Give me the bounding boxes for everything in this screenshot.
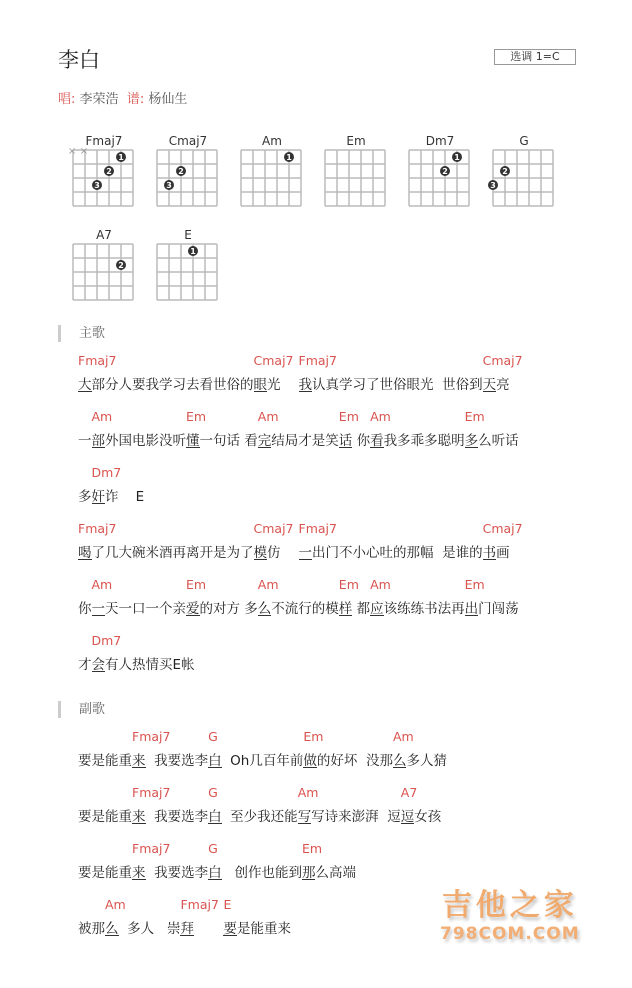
chord-name: Em (346, 134, 366, 148)
section-header: 主歌 (58, 325, 105, 342)
chord-label[interactable]: Fmaj7 (132, 729, 171, 744)
chord-label[interactable]: Dm7 (91, 465, 122, 480)
lyric-text: 懂一句话 看 (186, 433, 258, 449)
chord-grid (320, 148, 392, 212)
singer-label: 唱: (58, 92, 76, 107)
finger-number: 1 (118, 153, 124, 162)
chord-label[interactable]: Em (464, 409, 485, 424)
lyric-text: 么多人猜 (392, 753, 447, 769)
chord-name: A7 (96, 228, 112, 242)
lyric-segment (132, 785, 209, 825)
lyric-segment (338, 577, 371, 617)
lyric-segment (91, 633, 195, 673)
lyric-segment (78, 861, 132, 881)
lyric-text: 要是能重 (78, 753, 132, 769)
lyric-segment (257, 409, 339, 449)
lyric-line (78, 577, 519, 617)
chord-label[interactable]: A7 (400, 785, 418, 800)
finger-number: 3 (490, 181, 496, 190)
chord-grid (68, 148, 140, 212)
chord-name: E (184, 228, 192, 242)
lyric-line (78, 409, 519, 449)
chord-grid (152, 242, 224, 306)
lyric-segment (91, 577, 187, 617)
lyric-segment (91, 465, 145, 505)
lyric-segment (208, 841, 302, 881)
chord-label[interactable]: Am (370, 409, 391, 424)
finger-number: 2 (178, 167, 184, 176)
lyric-text: 你 (78, 601, 92, 617)
singer-name[interactable]: 李荣浩 (79, 92, 119, 107)
song-title: 李白 (58, 48, 100, 72)
lyric-segment (482, 353, 528, 393)
lyric-segment (208, 785, 298, 825)
lyric-text: 白 Oh几百年前 (208, 753, 304, 769)
lyric-segment (78, 749, 132, 769)
lyric-text: 奸诈 E (91, 489, 145, 505)
lyric-text: 来 我要选李 (132, 865, 209, 881)
chord-label[interactable]: G (208, 785, 218, 800)
lyric-line (78, 521, 528, 561)
lyric-segment (370, 577, 465, 617)
finger-number: 2 (118, 261, 124, 270)
lyric-text: 模仿 (253, 545, 285, 561)
lyric-segment (105, 897, 181, 937)
key-select-button[interactable]: 选调 1=C (494, 49, 576, 65)
lyric-segment (257, 577, 339, 617)
lyric-text: 那么高端 (301, 865, 356, 881)
chord-label[interactable]: Fmaj7 (78, 521, 117, 536)
lyric-text: 部外国电影没听 (91, 433, 186, 449)
chord-name: G (519, 134, 529, 148)
lyric-text: 话 你 (338, 433, 371, 449)
lyric-text: 我认真学习了世俗眼光 世俗到 (298, 377, 483, 393)
finger-number: 2 (442, 167, 448, 176)
lyric-segment (392, 729, 447, 769)
lyric-text: 写写诗来澎湃 逗 (297, 809, 401, 825)
lyric-line (78, 897, 291, 937)
lyric-segment (132, 729, 209, 769)
lyric-segment (223, 897, 291, 937)
finger-number: 1 (454, 153, 460, 162)
chord-label[interactable]: Em (338, 409, 359, 424)
lyric-text: 应该练练书法再 (370, 601, 465, 617)
lyric-line (78, 465, 145, 505)
muted-string-icon: × (68, 148, 77, 157)
lyric-line (78, 353, 528, 393)
chord-label[interactable]: Cmaj7 (253, 521, 294, 536)
chord-label[interactable]: Cmaj7 (482, 353, 523, 368)
lyric-text: 看我多乖多聪明 (370, 433, 465, 449)
lyric-text: 一出门不小心吐的那幅 是谁的 (298, 545, 483, 561)
lyric-line (78, 729, 447, 769)
lyric-text: 拜 (180, 921, 212, 937)
lyric-text: 一 (78, 433, 92, 449)
chord-label[interactable]: Em (464, 577, 485, 592)
chord-label[interactable]: G (208, 841, 218, 856)
finger-number: 2 (502, 167, 508, 176)
lyric-segment (298, 521, 483, 561)
chord-grid (404, 148, 476, 212)
chord-label[interactable]: Am (91, 409, 113, 424)
lyric-text: 多 (78, 489, 92, 505)
chord-label[interactable]: Em (186, 409, 207, 424)
lyric-text: 出门闯荡 (464, 601, 519, 617)
chord-label[interactable]: Fmaj7 (180, 897, 219, 912)
chord-label[interactable]: Am (91, 577, 113, 592)
lyric-text: 被那 (78, 921, 105, 937)
lyric-segment (464, 409, 519, 449)
lyric-segment (370, 409, 465, 449)
lyric-segment (297, 785, 401, 825)
lyric-text: 白 创作也能到 (208, 865, 302, 881)
lyric-segment (338, 409, 371, 449)
lyric-text: 样 都 (338, 601, 371, 617)
lyric-text: 做的好坏 没那 (303, 753, 393, 769)
lyric-segment (482, 521, 528, 561)
lyric-text: 要是能重 (78, 809, 132, 825)
lyric-text: 多么听话 (464, 433, 519, 449)
lyric-segment (253, 521, 299, 561)
lyric-segment (78, 485, 92, 505)
lyric-line (78, 841, 356, 881)
chord-label[interactable]: G (208, 729, 218, 744)
chord-label[interactable]: Dm7 (91, 633, 122, 648)
lyric-text: 书画 (482, 545, 510, 561)
lyric-text: 么 多人 崇 (105, 921, 181, 937)
chord-label[interactable]: Fmaj7 (132, 841, 171, 856)
lyric-segment (78, 597, 92, 617)
lyric-text: 才 (78, 657, 92, 673)
lyric-text: 白 至少我还能 (208, 809, 298, 825)
chord-label[interactable]: Am (392, 729, 414, 744)
lyric-segment (253, 353, 299, 393)
finger-number: 3 (94, 181, 100, 190)
lyric-segment (298, 353, 483, 393)
lyric-segment (400, 785, 442, 825)
chord-label[interactable]: Fmaj7 (78, 353, 117, 368)
lyric-segment (78, 805, 132, 825)
lyric-segment (186, 409, 258, 449)
muted-string-icon: × (79, 148, 89, 157)
lyric-segment (464, 577, 519, 617)
lyric-segment (78, 917, 105, 937)
lyric-text: 喝了几大碗米酒再离开是为了 (78, 545, 254, 561)
lyric-segment (91, 409, 187, 449)
chord-label[interactable]: Am (370, 577, 391, 592)
lyric-segment (303, 729, 393, 769)
lyric-segment (301, 841, 356, 881)
lyric-text: 一天一口一个亲 (91, 601, 186, 617)
chord-grid (152, 148, 224, 212)
chord-name: Fmaj7 (85, 134, 123, 148)
tabber-label: 谱: (126, 92, 145, 107)
finger-number: 3 (166, 181, 172, 190)
lyric-text: 完结局才是笑 (257, 433, 339, 449)
chord-label[interactable]: Em (301, 841, 323, 856)
lyric-line (78, 785, 442, 825)
lyric-text: 天亮 (482, 377, 510, 393)
lyric-text: 眼光 (253, 377, 285, 393)
lyric-segment (78, 653, 92, 673)
finger-number: 2 (106, 167, 112, 176)
chord-label[interactable]: Em (186, 577, 207, 592)
lyric-text: 逗女孩 (400, 809, 442, 825)
chord-grid (236, 148, 308, 212)
lyric-line (78, 633, 195, 673)
lyric-segment (180, 897, 223, 937)
song-meta (58, 88, 187, 107)
watermark-line1: 吉他之家 (441, 888, 578, 923)
finger-number: 1 (286, 153, 292, 162)
section-header: 副歌 (58, 701, 105, 718)
chord-grid (488, 148, 560, 212)
chord-label[interactable]: Fmaj7 (298, 353, 337, 368)
chord-label[interactable]: Cmaj7 (482, 521, 523, 536)
chord-label[interactable]: Cmaj7 (253, 353, 294, 368)
chord-label[interactable]: Fmaj7 (132, 785, 171, 800)
chord-label[interactable]: Am (105, 897, 126, 912)
lyric-text: 爱的对方 多 (186, 601, 258, 617)
chord-name: Dm7 (425, 134, 455, 148)
finger-number: 1 (190, 247, 196, 256)
lyric-text: 大部分人要我学习去看世俗的 (78, 377, 254, 393)
lyric-text: 么不流行的模 (257, 601, 339, 617)
lyric-segment (78, 353, 254, 393)
lyric-text: 来 我要选李 (132, 753, 209, 769)
lyric-text: 要是能重来 (223, 921, 291, 937)
lyric-text: 会有人热情买E帐 (91, 657, 195, 673)
lyric-segment (186, 577, 258, 617)
watermark-logo (440, 880, 580, 944)
chord-name: Cmaj7 (168, 134, 208, 148)
lyric-segment (208, 729, 304, 769)
chord-label[interactable]: Am (297, 785, 319, 800)
chord-label[interactable]: Fmaj7 (298, 521, 337, 536)
chord-label[interactable]: Em (303, 729, 324, 744)
chord-label[interactable]: Am (257, 577, 279, 592)
watermark-line2: 798COM.COM (440, 924, 580, 944)
tabber-name[interactable]: 杨仙生 (148, 92, 188, 107)
chord-name: Am (262, 134, 282, 148)
chord-grid (68, 242, 140, 306)
chord-label[interactable]: Em (338, 577, 359, 592)
lyric-segment (132, 841, 209, 881)
lyric-segment (78, 429, 92, 449)
chord-label[interactable]: E (223, 897, 232, 912)
lyric-text: 来 我要选李 (132, 809, 209, 825)
lyric-segment (78, 521, 254, 561)
lyric-text: 要是能重 (78, 865, 132, 881)
chord-label[interactable]: Am (257, 409, 279, 424)
